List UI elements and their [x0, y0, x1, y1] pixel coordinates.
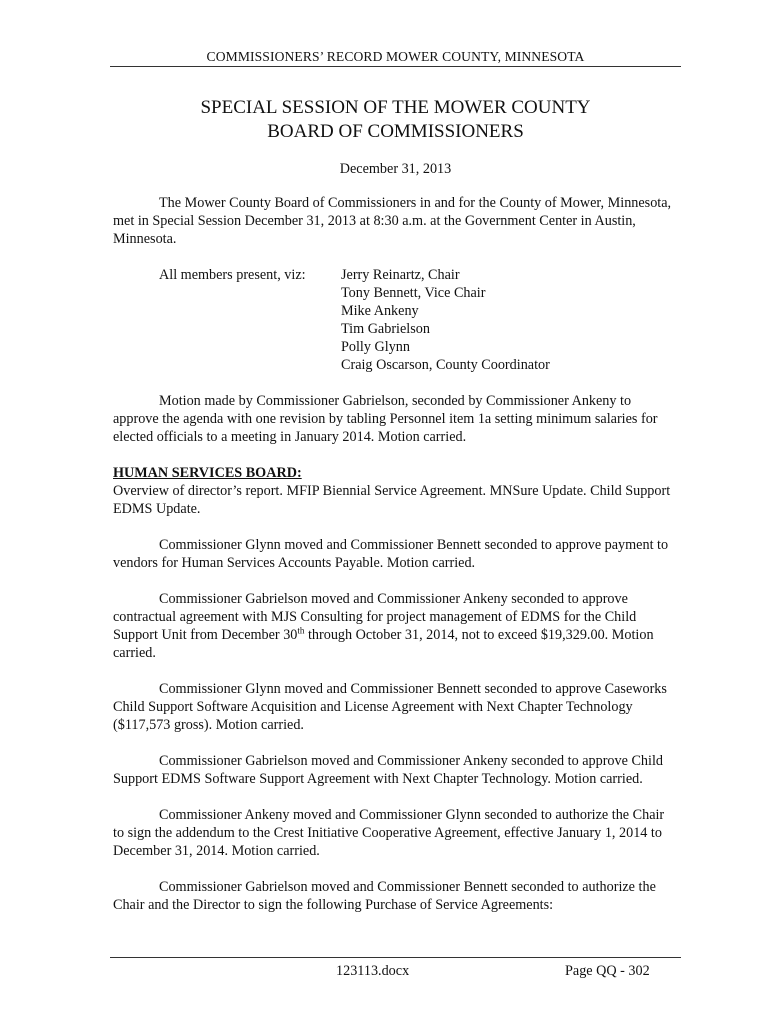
members-label: All members present, viz: — [159, 267, 306, 283]
member-item: Jerry Reinartz, Chair — [341, 267, 460, 283]
running-header: COMMISSIONERS’ RECORD MOWER COUNTY, MINNESOTA — [206, 49, 585, 64]
document-title — [110, 96, 681, 144]
members-list — [341, 266, 550, 374]
section-heading-human-services: HUMAN SERVICES BOARD: — [113, 465, 302, 481]
footer-page-number: Page QQ - 302 — [565, 963, 650, 979]
agenda-motion: Motion made by Commissioner Gabrielson, seconded by Commissioner Ankeny to approve the agenda with one revision by tabling Personnel item 1a setting minimum salaries for elected officials to a meeting in January 2014. Motion carried. — [113, 393, 658, 445]
member-item: Tony Bennett, Vice Chair — [341, 285, 486, 301]
motion-mjs-text-start: Commissioner Gabrielson moved and Commissioner Ankeny seconded to approve contractual agreement with MJS Consulting for project management of EDMS for the Child Support Unit from December 30 — [113, 591, 637, 643]
member-item: Tim Gabrielson — [341, 321, 430, 337]
motion-mjs-text-end: through October 31, 2014, not to exceed $19,329.00. Motion carried. — [113, 627, 654, 661]
member-item: Craig Oscarson, County Coordinator — [341, 357, 550, 373]
ordinal-suffix: th — [297, 625, 305, 636]
motion-caseworks: Commissioner Glynn moved and Commissioner Bennett seconded to approve Caseworks Child Support Software Acquisition and License Agreement with Next Chapter Technology ($117,573 gross). Motion carried. — [113, 681, 667, 733]
member-item: Polly Glynn — [341, 339, 410, 355]
member-item: Mike Ankeny — [341, 303, 419, 319]
motion-mjs-consulting — [113, 590, 678, 662]
motion-crest-initiative: Commissioner Ankeny moved and Commissioner Glynn seconded to authorize the Chair to sign the addendum to the Crest Initiative Cooperative Agreement, effective January 1, 2014 to December 31, 2014. Motion carried. — [113, 807, 665, 859]
motion-accounts-payable: Commissioner Glynn moved and Commissioner Bennett seconded to approve payment to vendors for Human Services Accounts Payable. Motion carried. — [113, 537, 669, 571]
session-date: December 31, 2013 — [339, 161, 452, 177]
title-line-2: BOARD OF COMMISSIONERS — [267, 121, 524, 142]
intro-paragraph: The Mower County Board of Commissioners in and for the County of Mower, Minnesota, met in Special Session December 31, 2013 at 8:30 a.m. at the Government Center in Austin, Minnesota. — [113, 195, 672, 247]
human-services-overview: Overview of director’s report. MFIP Biennial Service Agreement. MNSure Update. Child Support EDMS Update. — [113, 483, 671, 517]
title-line-1: SPECIAL SESSION OF THE MOWER COUNTY — [200, 97, 591, 118]
motion-edms-support: Commissioner Gabrielson moved and Commissioner Ankeny seconded to approve Child Support EDMS Software Support Agreement with Next Chapter Technology. Motion carried. — [113, 753, 663, 787]
members-present — [113, 266, 678, 374]
motion-purchase-of-service: Commissioner Gabrielson moved and Commissioner Bennett seconded to authorize the Chair and the Director to sign the following Purchase of Service Agreements: — [113, 879, 656, 913]
footer-filename: 123113.docx — [336, 963, 410, 979]
header-divider — [110, 66, 681, 67]
document-body — [113, 194, 678, 932]
footer-divider — [110, 957, 681, 958]
